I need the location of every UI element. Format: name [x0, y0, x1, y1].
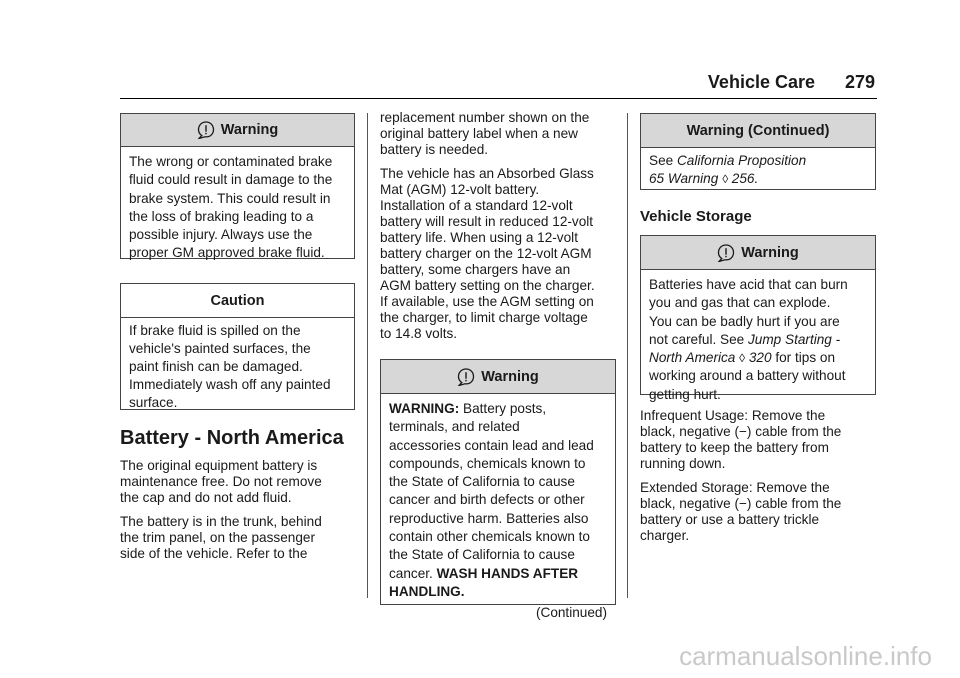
paragraph [380, 166, 616, 342]
text-line: brake system. This could result in [129, 190, 331, 206]
cross-reference-link[interactable]: Jump Starting - [748, 331, 841, 347]
text-line: Batteries have acid that can burn [649, 277, 848, 292]
warning-box [640, 235, 876, 402]
header-title: Vehicle Care [707, 72, 815, 92]
text-line: the trim panel, on the passenger [120, 530, 315, 545]
text-line [649, 152, 867, 170]
text-line: battery life. When using a 12-volt [380, 230, 578, 245]
text-line: the cap and do not add fluid. [120, 490, 292, 505]
text-line [649, 349, 867, 367]
cross-reference-link[interactable]: North America [649, 350, 736, 366]
warning-box [120, 113, 355, 259]
warning-body [641, 270, 875, 412]
text-line: If brake fluid is spilled on the [129, 323, 301, 338]
page-ref-icon: ◊ [722, 172, 728, 186]
warning-label: WARNING: [389, 401, 460, 416]
text-line: you and gas that can explode. [649, 295, 831, 311]
text-line: The original equipment battery is [120, 458, 318, 473]
text-line: the loss of braking leading to a [129, 208, 314, 224]
text-run: not careful. See [649, 331, 748, 347]
text-run: See [649, 153, 677, 168]
column-divider [367, 113, 368, 598]
text-line [649, 170, 867, 188]
cross-reference-link[interactable]: 65 Warning [649, 171, 719, 186]
text-line: Mat (AGM) 12-volt battery. [380, 182, 540, 197]
page-header [120, 72, 877, 99]
warning-heading-text: Warning [220, 122, 279, 138]
continued-heading-text: Warning (Continued) [686, 122, 830, 139]
section-title: Battery - North America [120, 427, 344, 449]
text-line: Infrequent Usage: Remove the [640, 408, 826, 423]
text-line: the charger, to limit charge voltage [380, 310, 588, 325]
caution-heading-text: Caution [210, 292, 265, 309]
warning-heading-text: Warning [741, 244, 799, 261]
text-line: fluid could result in damage to the [129, 172, 333, 188]
column-3 [640, 113, 876, 544]
text-line: Extended Storage: Remove the [640, 480, 830, 495]
text-line: contain other chemicals known to [389, 529, 590, 545]
continued-body [641, 148, 875, 196]
continued-heading [641, 114, 875, 148]
continued-note: (Continued) [535, 605, 607, 621]
text-line: battery charger on the 12-volt AGM [380, 246, 592, 261]
text-line: Installation of a standard 12-volt [380, 198, 573, 213]
text-line: You can be badly hurt if you are [649, 313, 840, 329]
text-line: The battery is in the trunk, behind [120, 514, 322, 529]
text-line: vehicle's painted surfaces, the [129, 341, 311, 356]
text-line: surface. [129, 395, 178, 410]
text-line: The wrong or contaminated brake [129, 154, 333, 169]
warning-heading [641, 236, 875, 270]
text-line: maintenance free. Do not remove [120, 474, 322, 489]
caution-heading [121, 284, 354, 318]
text-line [389, 565, 607, 583]
text-line: reproductive harm. Batteries also [389, 510, 589, 526]
warning-icon [457, 368, 475, 386]
text-line: compounds, chemicals known to [389, 455, 586, 471]
text-line: possible injury. Always use the [129, 227, 313, 243]
text-line: black, negative (−) cable from the [640, 496, 842, 511]
text-line: the State of California to cause [389, 474, 575, 490]
text-line: running down. [640, 456, 726, 471]
paragraph [120, 514, 355, 562]
page-ref[interactable]: 256. [731, 171, 759, 186]
page-ref-icon: ◊ [739, 351, 746, 366]
text-line: cancer and birth defects or other [389, 492, 585, 508]
text-run: for tips on [771, 350, 836, 366]
paragraph [640, 408, 876, 472]
text-line: getting hurt. [649, 386, 721, 402]
text-line: charger. [640, 528, 690, 543]
text-line: terminals, and related [389, 419, 520, 435]
text-line: battery, some chargers have an [380, 262, 571, 277]
cross-reference-link[interactable]: California Proposition [676, 153, 807, 168]
warning-body [381, 394, 615, 631]
column-divider [627, 113, 628, 598]
text-line: to 14.8 volts. [380, 326, 458, 341]
page-number: 279 [844, 72, 875, 92]
text-line: HANDLING. [389, 583, 465, 599]
text-line: accessories contain lead and lead [389, 437, 594, 453]
text-line: original battery label when a new [380, 126, 578, 141]
text-line: working around a battery without [649, 368, 846, 384]
caution-box [120, 283, 355, 410]
subsection-title: Vehicle Storage [640, 208, 752, 225]
warning-heading [121, 114, 354, 147]
text-line: proper GM approved brake fluid. [129, 245, 325, 261]
text-line: paint finish can be damaged. [129, 359, 303, 374]
warning-body [121, 147, 354, 271]
text-line: the State of California to cause [389, 547, 575, 563]
watermark: carmanualsonline.info [679, 641, 932, 671]
warning-heading-text: Warning [481, 368, 539, 385]
text-line: The vehicle has an Absorbed Glass [380, 166, 594, 181]
column-1 [120, 113, 355, 562]
text-line: Immediately wash off any painted [129, 377, 331, 392]
text-run-bold: WASH HANDS AFTER [436, 565, 579, 581]
text-run: cancer. [389, 565, 437, 581]
warning-heading [381, 360, 615, 394]
text-line: If available, use the AGM setting on [380, 294, 594, 309]
text-line [649, 331, 867, 349]
warning-icon [717, 244, 735, 262]
text-line: battery to keep the battery from [640, 440, 829, 455]
warning-icon [197, 121, 215, 139]
text-line: battery will result in reduced 12-volt [380, 214, 594, 229]
text-line: side of the vehicle. Refer to the [120, 546, 308, 561]
text-line: battery or use a battery trickle [640, 512, 820, 527]
text-line: black, negative (−) cable from the [640, 424, 842, 439]
text-line: AGM battery setting on the charger. [380, 278, 595, 293]
caution-body [121, 318, 354, 420]
page-ref[interactable]: 320 [748, 350, 772, 366]
column-2 [380, 110, 616, 621]
paragraph [640, 480, 876, 544]
paragraph [120, 458, 355, 506]
warning-box [380, 359, 616, 621]
paragraph [380, 110, 616, 158]
text-line [389, 400, 607, 418]
text-run: Battery posts, [459, 401, 547, 416]
text-line: battery is needed. [380, 142, 489, 157]
continued-warning-box [640, 113, 876, 190]
text-line: replacement number shown on the [380, 110, 590, 125]
